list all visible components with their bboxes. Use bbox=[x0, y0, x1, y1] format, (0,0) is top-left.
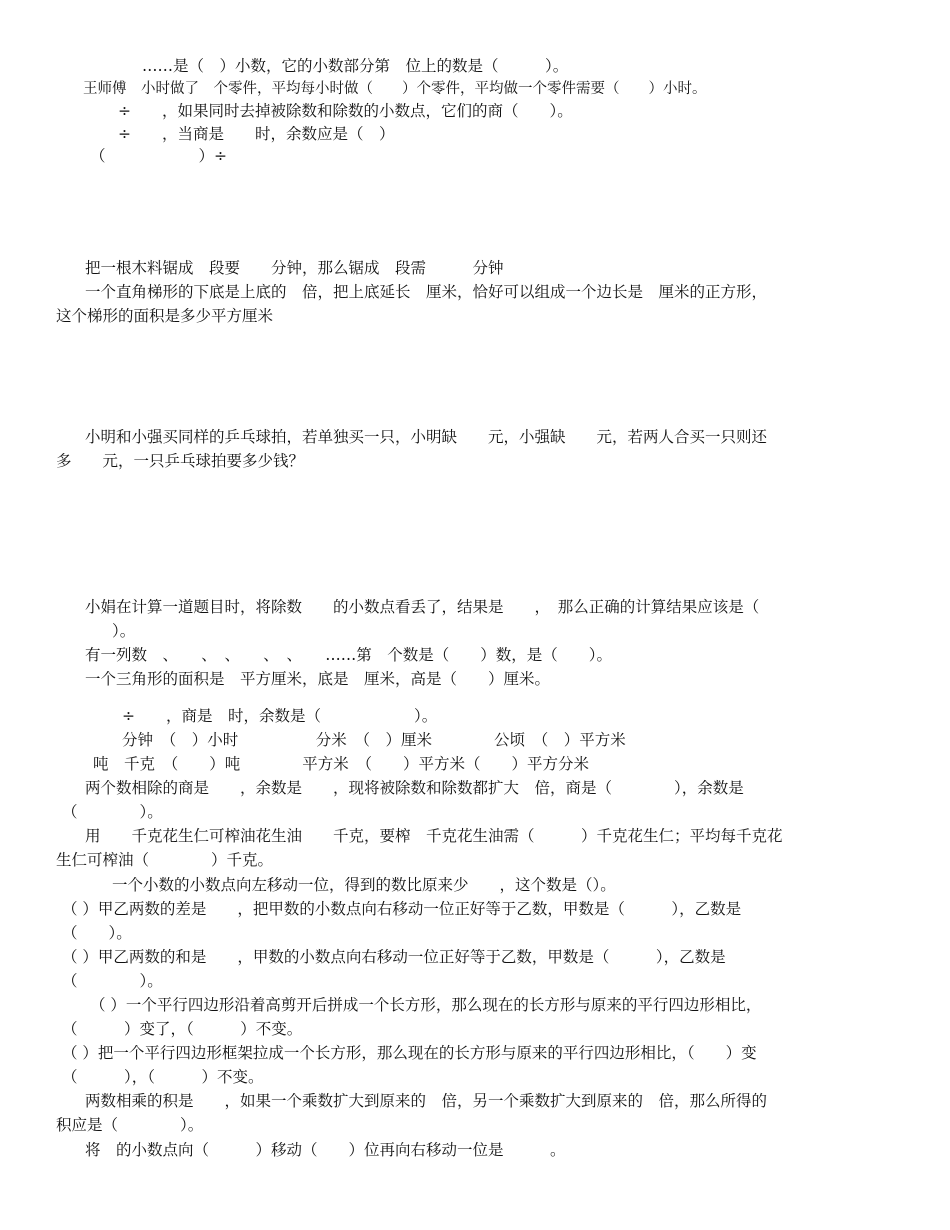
line-trapezoid-1: 一个直角梯形的下底是上底的 倍，把上底延长 厘米，恰好可以组成一个边长是 厘米的正方形， bbox=[85, 283, 768, 301]
line-decimal-shift-left: 一个小数的小数点向左移动一位，得到的数比原来少 ，这个数是（）。 bbox=[112, 876, 616, 894]
line-repeating-decimal: ……是（ ）小数，它的小数部分第 位上的数是（ ）。 bbox=[142, 57, 569, 75]
line-parallelogram-cut-2: （ ）变了，（ ）不变。 bbox=[62, 1020, 303, 1038]
line-parallelogram-frame-1: （ ）把一个平行四边形框架拉成一个长方形，那么现在的长方形与原来的平行四边形相比，（ ）变 bbox=[62, 1044, 757, 1062]
line-peanut-oil-1: 用 千克花生仁可榨油花生油 千克，要榨 千克花生油需（ ）千克花生仁；平均每千克花 bbox=[85, 827, 783, 845]
line-wood-sawing: 把一根木料锯成 段要 分钟，那么锯成 段需 分钟 bbox=[85, 259, 504, 277]
line-xiaojuan-2: ）。 bbox=[112, 622, 136, 640]
line-xiaojuan-1: 小娟在计算一道题目时，将除数 的小数点看丢了，结果是 ， 那么正确的计算结果应该是（ bbox=[85, 598, 760, 616]
line-product-2: 积应是（ ）。 bbox=[56, 1116, 204, 1134]
line-triangle-area: 一个三角形的面积是 平方厘米，底是 厘米，高是（ ）厘米。 bbox=[85, 670, 551, 688]
line-pingpong-1: 小明和小强买同样的乒乓球拍，若单独买一只，小明缺 元，小强缺 元，若两人合买一只则还 bbox=[85, 428, 768, 446]
line-sum-1: （ ）甲乙两数的和是 ，甲数的小数点向右移动一位正好等于乙数，甲数是（ ），乙数是 bbox=[62, 948, 726, 966]
line-sum-2: （ ）。 bbox=[62, 972, 163, 990]
line-number-sequence: 有一列数 、 、 、 、 、 ……第 个数是（ ）数，是（ ）。 bbox=[85, 646, 613, 664]
line-unit-conversion-1: 分钟 （ ）小时 分米 （ ）厘米 公顷 （ ）平方米 bbox=[122, 731, 626, 749]
line-peanut-oil-2: 生仁可榨油（ ）千克。 bbox=[56, 851, 274, 869]
line-product-1: 两数相乘的积是 ，如果一个乘数扩大到原来的 倍，另一个乘数扩大到原来的 倍，那么所得的 bbox=[85, 1092, 768, 1110]
line-difference-2: （ ）。 bbox=[62, 924, 132, 942]
line-difference-1: （ ）甲乙两数的差是 ，把甲数的小数点向右移动一位正好等于乙数，甲数是（ ），乙数是 bbox=[62, 900, 742, 918]
line-move-decimal: 将 的小数点向（ ）移动（ ）位再向右移动一位是 。 bbox=[85, 1141, 566, 1159]
line-parallelogram-frame-2: （ ），（ ）不变。 bbox=[62, 1068, 264, 1086]
line-remainder: ÷ ，当商是 时，余数应是（ ） bbox=[118, 125, 395, 143]
line-worker-parts: 王师傅 小时做了 个零件，平均每小时做（ ）个零件，平均做一个零件需要（ ）小时。 bbox=[83, 81, 707, 97]
line-unit-conversion-2: 吨 千克 （ ）吨 平方米 （ ）平方米（ ）平方分米 bbox=[93, 755, 590, 773]
line-quotient-decimal: ÷ ，如果同时去掉被除数和除数的小数点，它们的商（ ）。 bbox=[118, 102, 573, 120]
line-trapezoid-2: 这个梯形的面积是多少平方厘米 bbox=[56, 307, 274, 325]
line-division-expand-1: 两个数相除的商是 ，余数是 ，现将被除数和除数都扩大 倍，商是（ ），余数是 bbox=[85, 779, 744, 797]
line-parentheses-divide: （ ）÷ bbox=[90, 147, 227, 165]
line-quotient-remainder: ÷ ，商是 时，余数是（ ）。 bbox=[122, 707, 438, 725]
line-division-expand-2: （ ）。 bbox=[62, 803, 163, 821]
line-parallelogram-cut-1: （ ）一个平行四边形沿着高剪开后拼成一个长方形，那么现在的长方形与原来的平行四边形相比， bbox=[90, 996, 762, 1014]
line-pingpong-2: 多 元，一只乒乓球拍要多少钱？ bbox=[56, 452, 305, 470]
